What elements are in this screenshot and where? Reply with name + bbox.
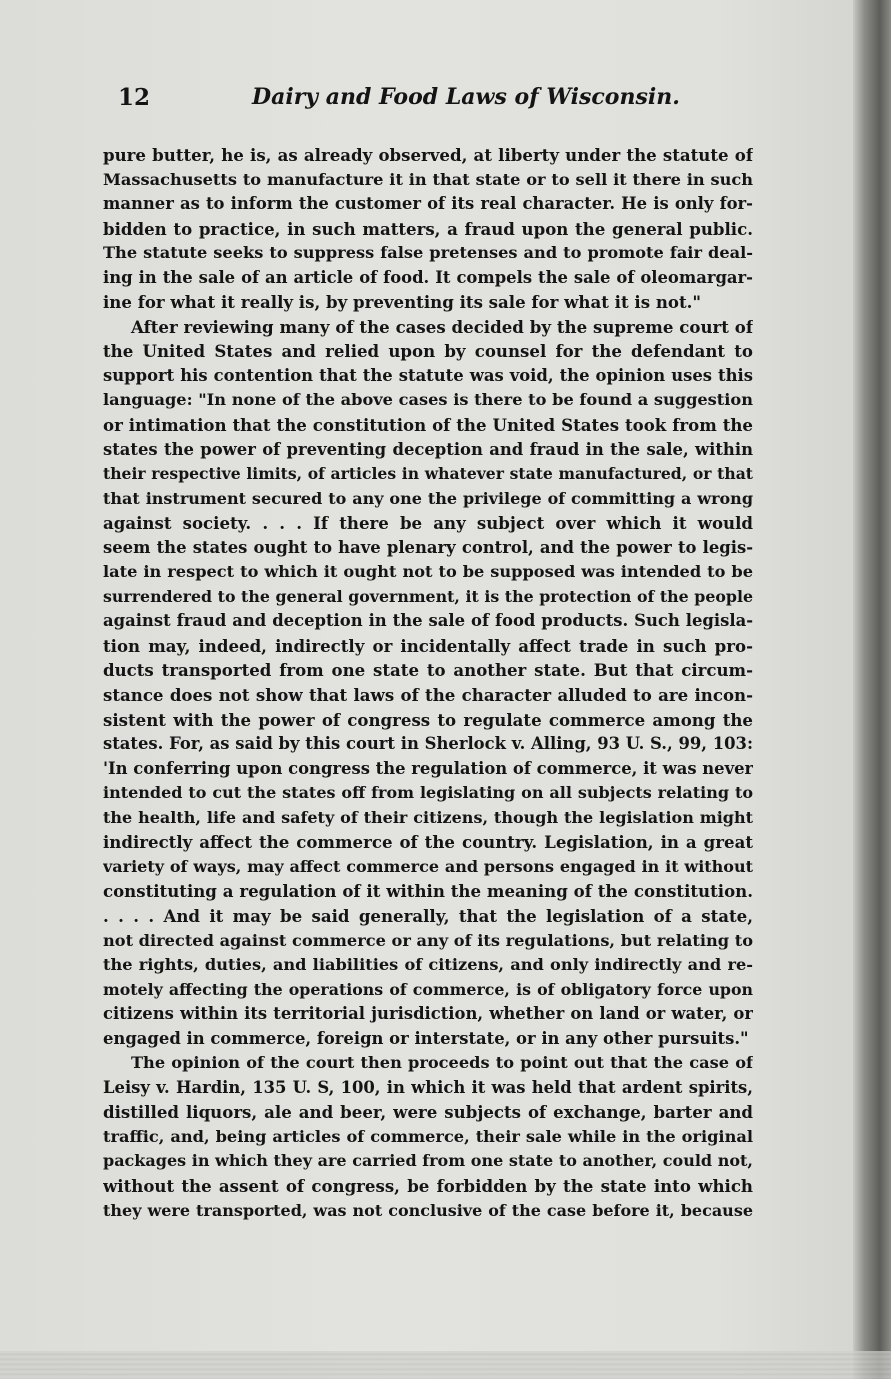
text-line: pure butter, he is, as already observed, at liberty under the statute of	[103, 145, 753, 165]
text-line: 'In conferring upon congress the regulation of commerce, it was never	[103, 758, 753, 778]
text-line: intended to cut the states off from legislating on all subjects relating to	[103, 783, 753, 803]
text-line: Massachusetts to manufacture it in that state or to sell it there in such	[103, 169, 753, 189]
text-line: motely affecting the operations of commerce, is of obligatory force upon	[103, 979, 753, 999]
text-line: The opinion of the court then proceeds to point out that the case of	[131, 1053, 753, 1073]
text-line: seem the states ought to have plenary control, and the power to legis-	[103, 537, 753, 557]
text-line: they were transported, was not conclusive of the case before it, because	[103, 1200, 753, 1220]
text-line: citizens within its territorial jurisdiction, whether on land or water, or	[103, 1004, 753, 1024]
text-line: ine for what it really is, by preventing its sale for what it is not."	[103, 292, 702, 313]
text-line: distilled liquors, ale and beer, were subjects of exchange, barter and	[103, 1102, 753, 1123]
text-line: that instrument secured to any one the privilege of committing a wrong	[103, 488, 753, 508]
text-line: manner as to inform the customer of its real character. He is only for-	[103, 194, 753, 214]
text-line: constituting a regulation of it within the meaning of the constitution.	[103, 881, 753, 902]
page-edge-shadow	[853, 0, 891, 1379]
text-line: indirectly affect the commerce of the country. Legislation, in a great	[103, 832, 753, 853]
page-number: 12	[118, 84, 151, 111]
text-line: late in respect to which it ought not to be supposed was intended to be	[103, 562, 753, 582]
text-line: After reviewing many of the cases decided by the supreme court of	[131, 316, 753, 337]
text-line: the rights, duties, and liabilities of citizens, and only indirectly and re-	[103, 955, 753, 975]
text-line: their respective limits, of articles in whatever state manufactured, or that	[103, 464, 753, 484]
running-title: Dairy and Food Laws of Wisconsin.	[252, 84, 680, 110]
text-line: packages in which they are carried from one state to another, could not,	[103, 1151, 753, 1171]
text-line: ing in the sale of an article of food. It compels the sale of oleomargar-	[103, 267, 753, 287]
text-line: stance does not show that laws of the character alluded to are incon-	[103, 685, 753, 706]
text-line: the health, life and safety of their citizens, though the legislation might	[103, 807, 753, 827]
text-line: variety of ways, may affect commerce and persons engaged in it without	[103, 856, 753, 876]
text-line: without the assent of congress, be forbidden by the state into which	[103, 1175, 753, 1196]
text-line: Leisy v. Hardin, 135 U. S, 100, in which it was held that ardent spirits,	[103, 1077, 753, 1097]
text-line: tion may, indeed, indirectly or incidentally affect trade in such pro-	[103, 635, 753, 656]
text-line: against fraud and deception in the sale of food products. Such legisla-	[103, 611, 753, 631]
text-line: states the power of preventing deception and fraud in the sale, within	[103, 439, 753, 459]
body-text	[103, 143, 753, 1223]
text-line: or intimation that the constitution of the United States took from the	[103, 415, 753, 436]
text-line: states. For, as said by this court in Sherlock v. Alling, 93 U. S., 99, 103:	[103, 734, 753, 754]
text-line: traffic, and, being articles of commerce, their sale while in the original	[103, 1126, 753, 1146]
text-line: surrendered to the general government, it is the protection of the people	[103, 586, 753, 606]
text-line: not directed against commerce or any of its regulations, but relating to	[103, 930, 753, 950]
text-line: . . . . And it may be said generally, that the legislation of a state,	[103, 905, 753, 926]
page-bottom-edge	[0, 1351, 891, 1379]
text-line: bidden to practice, in such matters, a fraud upon the general public.	[103, 218, 753, 239]
text-line: engaged in commerce, foreign or interstate, or in any other pursuits."	[103, 1028, 749, 1048]
text-line: language: "In none of the above cases is there to be found a suggestion	[103, 390, 753, 410]
text-line: the United States and relied upon by counsel for the defendant to	[103, 341, 753, 362]
text-line: against society. . . . If there be any subject over which it would	[103, 513, 753, 534]
text-line: support his contention that the statute was void, the opinion uses this	[103, 365, 753, 385]
page-header	[118, 84, 744, 116]
text-line: ducts transported from one state to another state. But that circum-	[103, 660, 753, 681]
text-line: The statute seeks to suppress false pretenses and to promote fair deal-	[103, 243, 753, 263]
text-line: sistent with the power of congress to regulate commerce among the	[103, 709, 753, 730]
